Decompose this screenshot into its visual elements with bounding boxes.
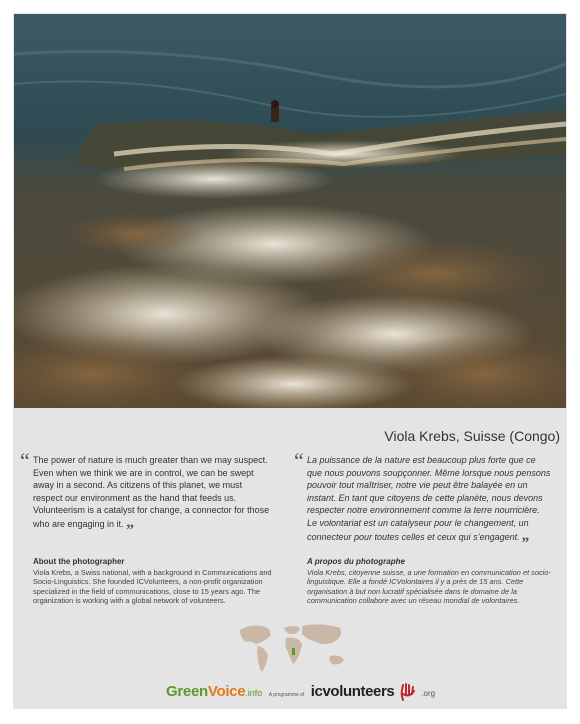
about-text-en: Viola Krebs, a Swiss national, with a background in Communications and Socio-Linguistics. She founded ICVolunteers, a non-profit organization specialized in the field of communications, close to 15 years ago. The organization is working with a global network of volunteers.	[33, 567, 272, 606]
footer-logos	[166, 682, 435, 706]
hand-logo-icon	[399, 682, 417, 702]
programme-label: A programme of	[268, 692, 305, 699]
photo-credit: Viola Krebs, Suisse (Congo)	[384, 428, 560, 444]
world-map-icon	[236, 620, 354, 676]
open-quote-mark-fr: “	[294, 448, 304, 473]
open-quote-mark-en: “	[20, 448, 30, 473]
about-photographer-en	[33, 557, 278, 606]
quote-french	[307, 454, 552, 543]
icvolunteers-logo: icvolunteers	[310, 683, 395, 701]
greenvoice-voice: Voice	[207, 683, 246, 701]
quote-english	[33, 454, 273, 531]
greenvoice-green: Green	[166, 683, 208, 701]
close-quote-mark-fr: „	[522, 526, 531, 544]
quote-english-text: The power of nature is much greater than we may suspect. Even when we think we are in control, we can be swept away in a second. As citizens of this planet, we must respect our environment as the hand that feeds us. Volunteerism is a catalyst for change, a connector for those who are engaging in it.	[33, 455, 270, 529]
quote-french-text: La puissance de la nature est beaucoup plus forte que ce que nous pouvons soupçonner. Même lorsque nous pensons pouvoir tout maîtriser, notre vie peut être balayée en un instant. En tant que citoyens de cette planète, nous devons respecter notre environnement comme la terre nourricière. Le volontariat est un catalyseur pour le changement, un connecteur pour toutes celles et ceux qui s’engagent.	[307, 455, 551, 542]
about-text-fr: Viola Krebs, citoyenne suisse, a une formation en communication et socio-linguistique. Elle a fondé ICVolontaires il y a près de 15 ans. Cette organisation à but non lucratif spécialisée dans le domaine de la communication collabore avec un réseau mondial de volontaires.	[307, 567, 551, 606]
about-heading-en: About the photographer	[33, 557, 125, 566]
river-photo	[14, 14, 566, 408]
about-photographer-fr	[307, 557, 552, 606]
icvolunteers-org: .org	[421, 689, 436, 699]
greenvoice-info: .info	[245, 688, 263, 699]
about-heading-fr: A propos du photographe	[307, 557, 405, 566]
close-quote-mark-en: „	[126, 513, 135, 531]
